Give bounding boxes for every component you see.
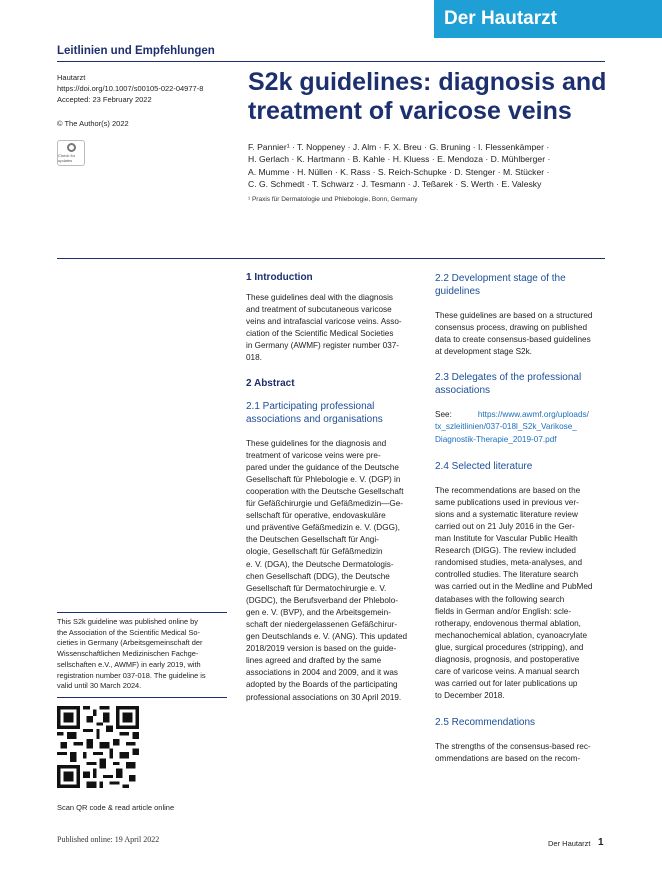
text-line: (DGDC), the Berufsverband der Phlebolo- xyxy=(246,595,398,605)
text-line: ologie, Gesellschaft für Gefäßmedizin xyxy=(246,547,383,557)
title-line: S2k guidelines: diagnosis and xyxy=(248,68,607,96)
text-line: und präventive Gefäßmedizin e. V. (DGG), xyxy=(246,523,400,533)
text-line: für Gefäßchirurgie und Gefäßmedizin—Ge- xyxy=(246,499,403,509)
crossmark-badge[interactable] xyxy=(57,140,85,166)
accepted-date: Accepted: 23 February 2022 xyxy=(57,95,152,104)
text-line: consensus process, drawing on published xyxy=(435,323,588,333)
text-line: rotherapy, endovenous thermal ablation, xyxy=(435,618,581,628)
heading-line: 2.1 Participating professional xyxy=(246,400,375,412)
text-line: diagnosis, prognosis, and postoperative xyxy=(435,654,580,664)
paragraph-2-5 xyxy=(435,741,605,765)
text-line: schaft der niedergelassenen Gefäßchirur- xyxy=(246,619,398,629)
text-line: sellschaften e.V., AWMF) in early 2019, with xyxy=(57,659,201,669)
text-line: gen Deutschlands e. V. (ANG). This updated xyxy=(246,632,408,642)
section-label: Leitlinien und Empfehlungen xyxy=(57,45,215,57)
text-line: in Germany (AWMF) register number 037- xyxy=(246,341,400,351)
doi-link[interactable]: https://doi.org/10.1007/s00105-022-04977-8 xyxy=(57,84,204,93)
text-line: and treatment of subcutaneous varicose xyxy=(246,305,392,315)
column-1 xyxy=(246,272,416,704)
text-line: Research (DIGG). The review included xyxy=(435,546,576,556)
text-line: care of varicose veins. A manual search xyxy=(435,667,580,677)
text-line: fields in German and/or English: scle- xyxy=(435,606,572,616)
copyright: © The Author(s) 2022 xyxy=(57,119,129,128)
paragraph-2-4 xyxy=(435,485,605,703)
text-line: pared under the guidance of the Deutsche xyxy=(246,462,399,472)
text-line: This S2k guideline was published online by xyxy=(57,617,198,626)
text-line: mechanochemical ablation, cyanoacrylate xyxy=(435,630,588,640)
text-line: glue, surgical procedures (stripping), and xyxy=(435,642,584,652)
text-line: valid until 30 March 2024. xyxy=(57,681,142,691)
text-line: carried out on 21 July 2016 in the Ger- xyxy=(435,521,575,531)
text-line: chen Gesellschaft (DDG), the Deutsche xyxy=(246,571,390,581)
paragraph-2-2 xyxy=(435,310,605,358)
text-line: cieties in Germany (Arbeitsgemeinschaft der xyxy=(57,638,203,648)
text-line: gen e. V. (BVP), and the Arbeitsgemein- xyxy=(246,607,391,617)
crossmark-icon xyxy=(67,143,76,152)
footer-journal: Der Hautarzt xyxy=(548,839,591,848)
text-line: ommendations are based on the recom- xyxy=(435,754,581,764)
text-line: veins and intrafascial varicose veins. Asso- xyxy=(246,317,402,327)
heading-line: associations xyxy=(435,385,491,397)
subsection-heading-2-2 xyxy=(435,272,605,298)
delegates-reference xyxy=(435,409,605,445)
text-line: The strengths of the consensus-based rec- xyxy=(435,742,591,752)
text-line: the Association of the Scientific Medical So- xyxy=(57,627,200,637)
text-line: at development stage S2k. xyxy=(435,347,532,357)
author-line: C. G. Schmedt · T. Schwarz · J. Tesmann · J. Teßarek · S. Werth · E. Valesky xyxy=(248,179,542,190)
title-line: treatment of varicose veins xyxy=(248,97,572,125)
text-line: Gesellschaft für Phlebologie e. V. (DGP) in xyxy=(246,474,401,484)
text-line: 018. xyxy=(246,353,262,363)
author-line: A. Mumme · H. Nüllen · K. Rass · S. Reich-Schupke · D. Stenger · M. Stücker · xyxy=(248,166,550,177)
author-list xyxy=(248,141,613,191)
delegates-link[interactable]: tx_szleitlinien/037-018l_S2k_Varikose_ xyxy=(435,422,577,432)
column-2 xyxy=(435,272,605,766)
text-line: treatment of varicose veins were pre- xyxy=(246,450,381,460)
subsection-heading-2-3 xyxy=(435,371,605,397)
paragraph-2-1 xyxy=(246,438,416,704)
text-line: 2018/2019 version is based on the guide- xyxy=(246,644,397,654)
text-line: e. V. (DGA), the Deutsche Dermatologis- xyxy=(246,559,394,569)
journal-badge: Der Hautarzt xyxy=(434,0,662,38)
text-line: professional associations on 30 April 2019. xyxy=(246,692,402,702)
delegates-link[interactable]: https://www.awmf.org/uploads/ xyxy=(477,410,589,420)
text-line: The recommendations are based on the xyxy=(435,485,581,495)
content-rule xyxy=(57,258,605,259)
text-line: databases with the following search xyxy=(435,594,565,604)
text-line: registration number 037-018. The guideline is xyxy=(57,670,206,680)
qr-caption: Scan QR code & read article online xyxy=(57,803,175,812)
author-line: H. Gerlach · K. Hartmann · B. Kahle · H. Kluess · E. Mendoza · D. Mühlberger · xyxy=(248,154,551,165)
text-line: sions and a systematic literature review xyxy=(435,509,578,519)
text-line: associations in 2004 and 2009, and it was xyxy=(246,668,399,678)
text-line: controlled studies. The literature search xyxy=(435,570,579,580)
text-line: Gesellschaft für Dermatochirurgie e. V. xyxy=(246,583,387,593)
text-line: cooperation with the Deutsche Gesellschaft xyxy=(246,486,404,496)
text-line: to December 2018. xyxy=(435,691,505,701)
author-line: F. Pannier¹ · T. Noppeney · J. Alm · F. X. Breu · G. Bruning · I. Flessenkämper · xyxy=(248,142,550,152)
text-line xyxy=(435,409,605,421)
header-rule xyxy=(57,61,605,62)
text-line: man Institute for Vascular Public Health xyxy=(435,534,578,544)
text-line: same publications used in previous ver- xyxy=(435,497,579,507)
text-line: was carried out in the Medline and PubMed xyxy=(435,582,593,592)
section-heading-abstract: 2 Abstract xyxy=(246,377,295,389)
article-title xyxy=(248,68,608,126)
delegates-link[interactable]: Diagnostik-Therapie_2019-07.pdf xyxy=(435,434,557,444)
qr-code-icon[interactable] xyxy=(57,706,139,788)
text-line: sellschaft für operative, endovaskuläre xyxy=(246,511,386,521)
text-line: lines agreed and drafted by the same xyxy=(246,656,382,666)
meta-journal: Hautarzt xyxy=(57,73,86,82)
subsection-heading-2-5: 2.5 Recommendations xyxy=(435,717,536,729)
text-line: These guidelines are based on a structured xyxy=(435,311,593,320)
paragraph-introduction xyxy=(246,292,416,365)
heading-line: 2.3 Delegates of the professional xyxy=(435,372,582,384)
text-line: was carried out for later publications up xyxy=(435,679,578,689)
text-line: data to create consensus-based guidelines xyxy=(435,335,591,345)
subsection-heading-2-4: 2.4 Selected literature xyxy=(435,460,533,472)
section-heading-introduction: 1 Introduction xyxy=(246,272,313,283)
heading-line: associations and organisations xyxy=(246,413,383,425)
subsection-heading-2-1 xyxy=(246,400,416,426)
sidebar-rule-bottom xyxy=(57,697,227,698)
page-number: 1 xyxy=(598,837,604,848)
text-line: randomised studies, meta-analyses, and xyxy=(435,558,582,568)
see-label: See: xyxy=(435,410,452,420)
published-date: Published online: 19 April 2022 xyxy=(57,835,160,844)
sidebar-note xyxy=(57,617,227,692)
text-line: These guidelines deal with the diagnosis xyxy=(246,293,394,302)
crossmark-label: Check for updates xyxy=(58,153,76,163)
text-line: the Deutschen Gesellschaft für Angi- xyxy=(246,535,379,545)
affiliation: ¹ Praxis für Dermatologie und Phlebologie, Bonn, Germany xyxy=(248,196,418,203)
heading-line: 2.2 Development stage of the xyxy=(435,273,566,284)
heading-line: guidelines xyxy=(435,286,481,297)
text-line: Wissenschaftlichen Medizinischen Fachge- xyxy=(57,649,199,659)
text-line: adopted by the Boards of the participating xyxy=(246,680,398,690)
sidebar-rule-top xyxy=(57,612,227,613)
text-line: ciation of the Scientific Medical Societies xyxy=(246,329,394,339)
text-line: These guidelines for the diagnosis and xyxy=(246,438,387,448)
